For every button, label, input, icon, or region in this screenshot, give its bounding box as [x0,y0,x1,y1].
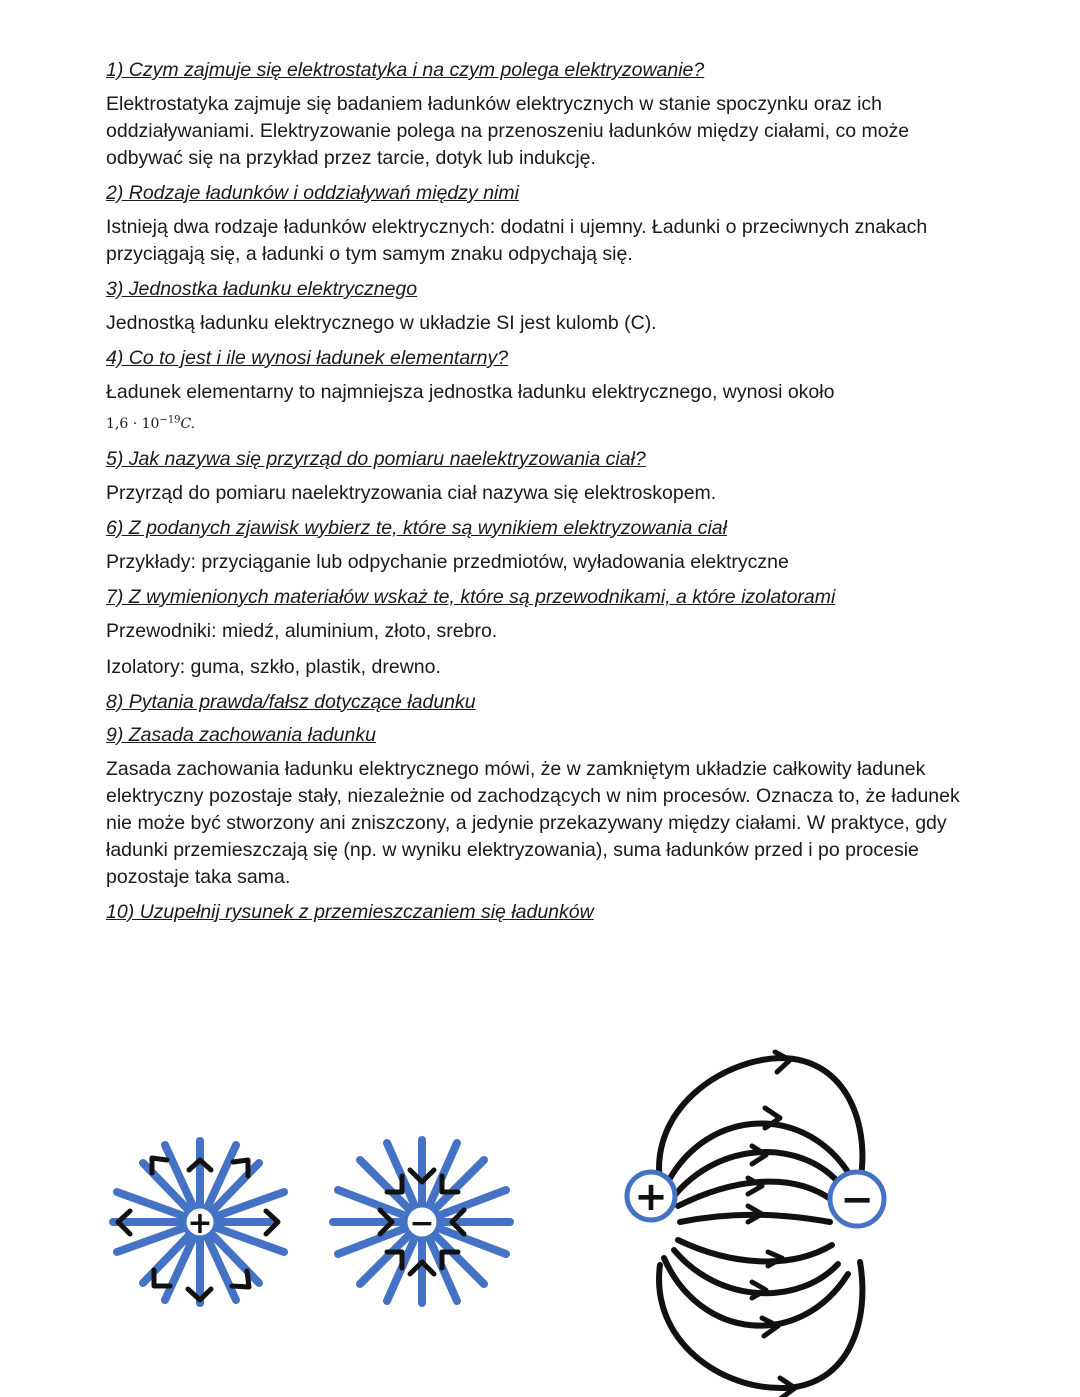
question-3: 3) Jednostka ładunku elektrycznego [106,278,418,300]
answer-1: Elektrostatyka zajmuje się badaniem ładunków elektrycznych w stanie spoczynku oraz ich oddziaływaniami. Elektryzowanie polega na przenoszeniu ładunków między ciałami, co może odbywać się na przykład przez tarcie, dotyk lub indukcję. [106,93,910,169]
math-base: 1,6 · 10 [106,415,160,432]
negative-charge-field [333,1140,510,1303]
question-1: 1) Czym zajmuje się elektrostatyka i na czym polega elektryzowanie? [106,59,705,81]
negative-sign-small: − [409,1206,435,1241]
dipole-field-lines [659,1058,862,1388]
positive-charge-field [113,1141,284,1303]
question-7: 7) Z wymienionych materiałów wskaż te, które są przewodnikami, a które izolatorami [106,585,836,608]
answer-6: Przykłady: przyciąganie lub odpychanie przedmiotów, wyładowania elektryczne [106,550,789,573]
answer-3: Jednostką ładunku elektrycznego w układzie SI jest kulomb (C). [106,312,657,334]
question-4: 4) Co to jest i ile wynosi ładunek elementarny? [106,347,509,369]
math-unit: C. [180,415,196,432]
question-6: 6) Z podanych zjawisk wybierz te, które są wynikiem elektryzowania ciał [106,516,727,539]
positive-sign-small: + [187,1206,213,1241]
answer-7-conductors: Przewodniki: miedź, aluminium, złoto, srebro. [106,619,498,642]
answer-5: Przyrząd do pomiaru naelektryzowania ciał nazywa się elektroskopem. [106,481,717,504]
question-2: 2) Rodzaje ładunków i oddziaływań między nimi [106,182,519,204]
answer-7-insulators: Izolatory: guma, szkło, plastik, drewno. [106,655,441,678]
dipole-positive-sign: + [634,1174,668,1220]
question-8: 8) Pytania prawda/fałsz dotyczące ładunku [106,690,476,713]
answer-9: Zasada zachowania ładunku elektrycznego mówi, że w zamkniętym układzie całkowity ładunek elektryczny pozostaje stały, niezależnie od zachodzących w nim procesów. Oznacza to, że ładunek nie może być stworzony ani zniszczony, a jedynie przekazywany między ciałami. W praktyce, gdy ładunki przemieszczają się (np. w wyniku elektryzowania), suma ładunków przed i po procesie pozostaje taka sama. [106,757,960,888]
dipole-negative-sign: − [840,1177,874,1223]
question-10: 10) Uzupełnij rysunek z przemieszczaniem się ładunków [106,900,594,923]
math-exponent: −19 [159,414,181,425]
answer-2: Istnieją dwa rodzaje ładunków elektrycznych: dodatni i ujemny. Ładunki o przeciwnych znakach przyciągają się, a ładunki o tym samym znaku odpychają się. [106,216,928,265]
question-5: 5) Jak nazywa się przyrząd do pomiaru naelektryzowania ciał? [106,447,646,470]
answer-4: Ładunek elementarny to najmniejsza jednostka ładunku elektrycznego, wynosi około [106,381,835,403]
dipole-field [627,1052,884,1397]
dipole-arrows [748,1052,795,1397]
question-9: 9) Zasada zachowania ładunku [106,723,376,746]
